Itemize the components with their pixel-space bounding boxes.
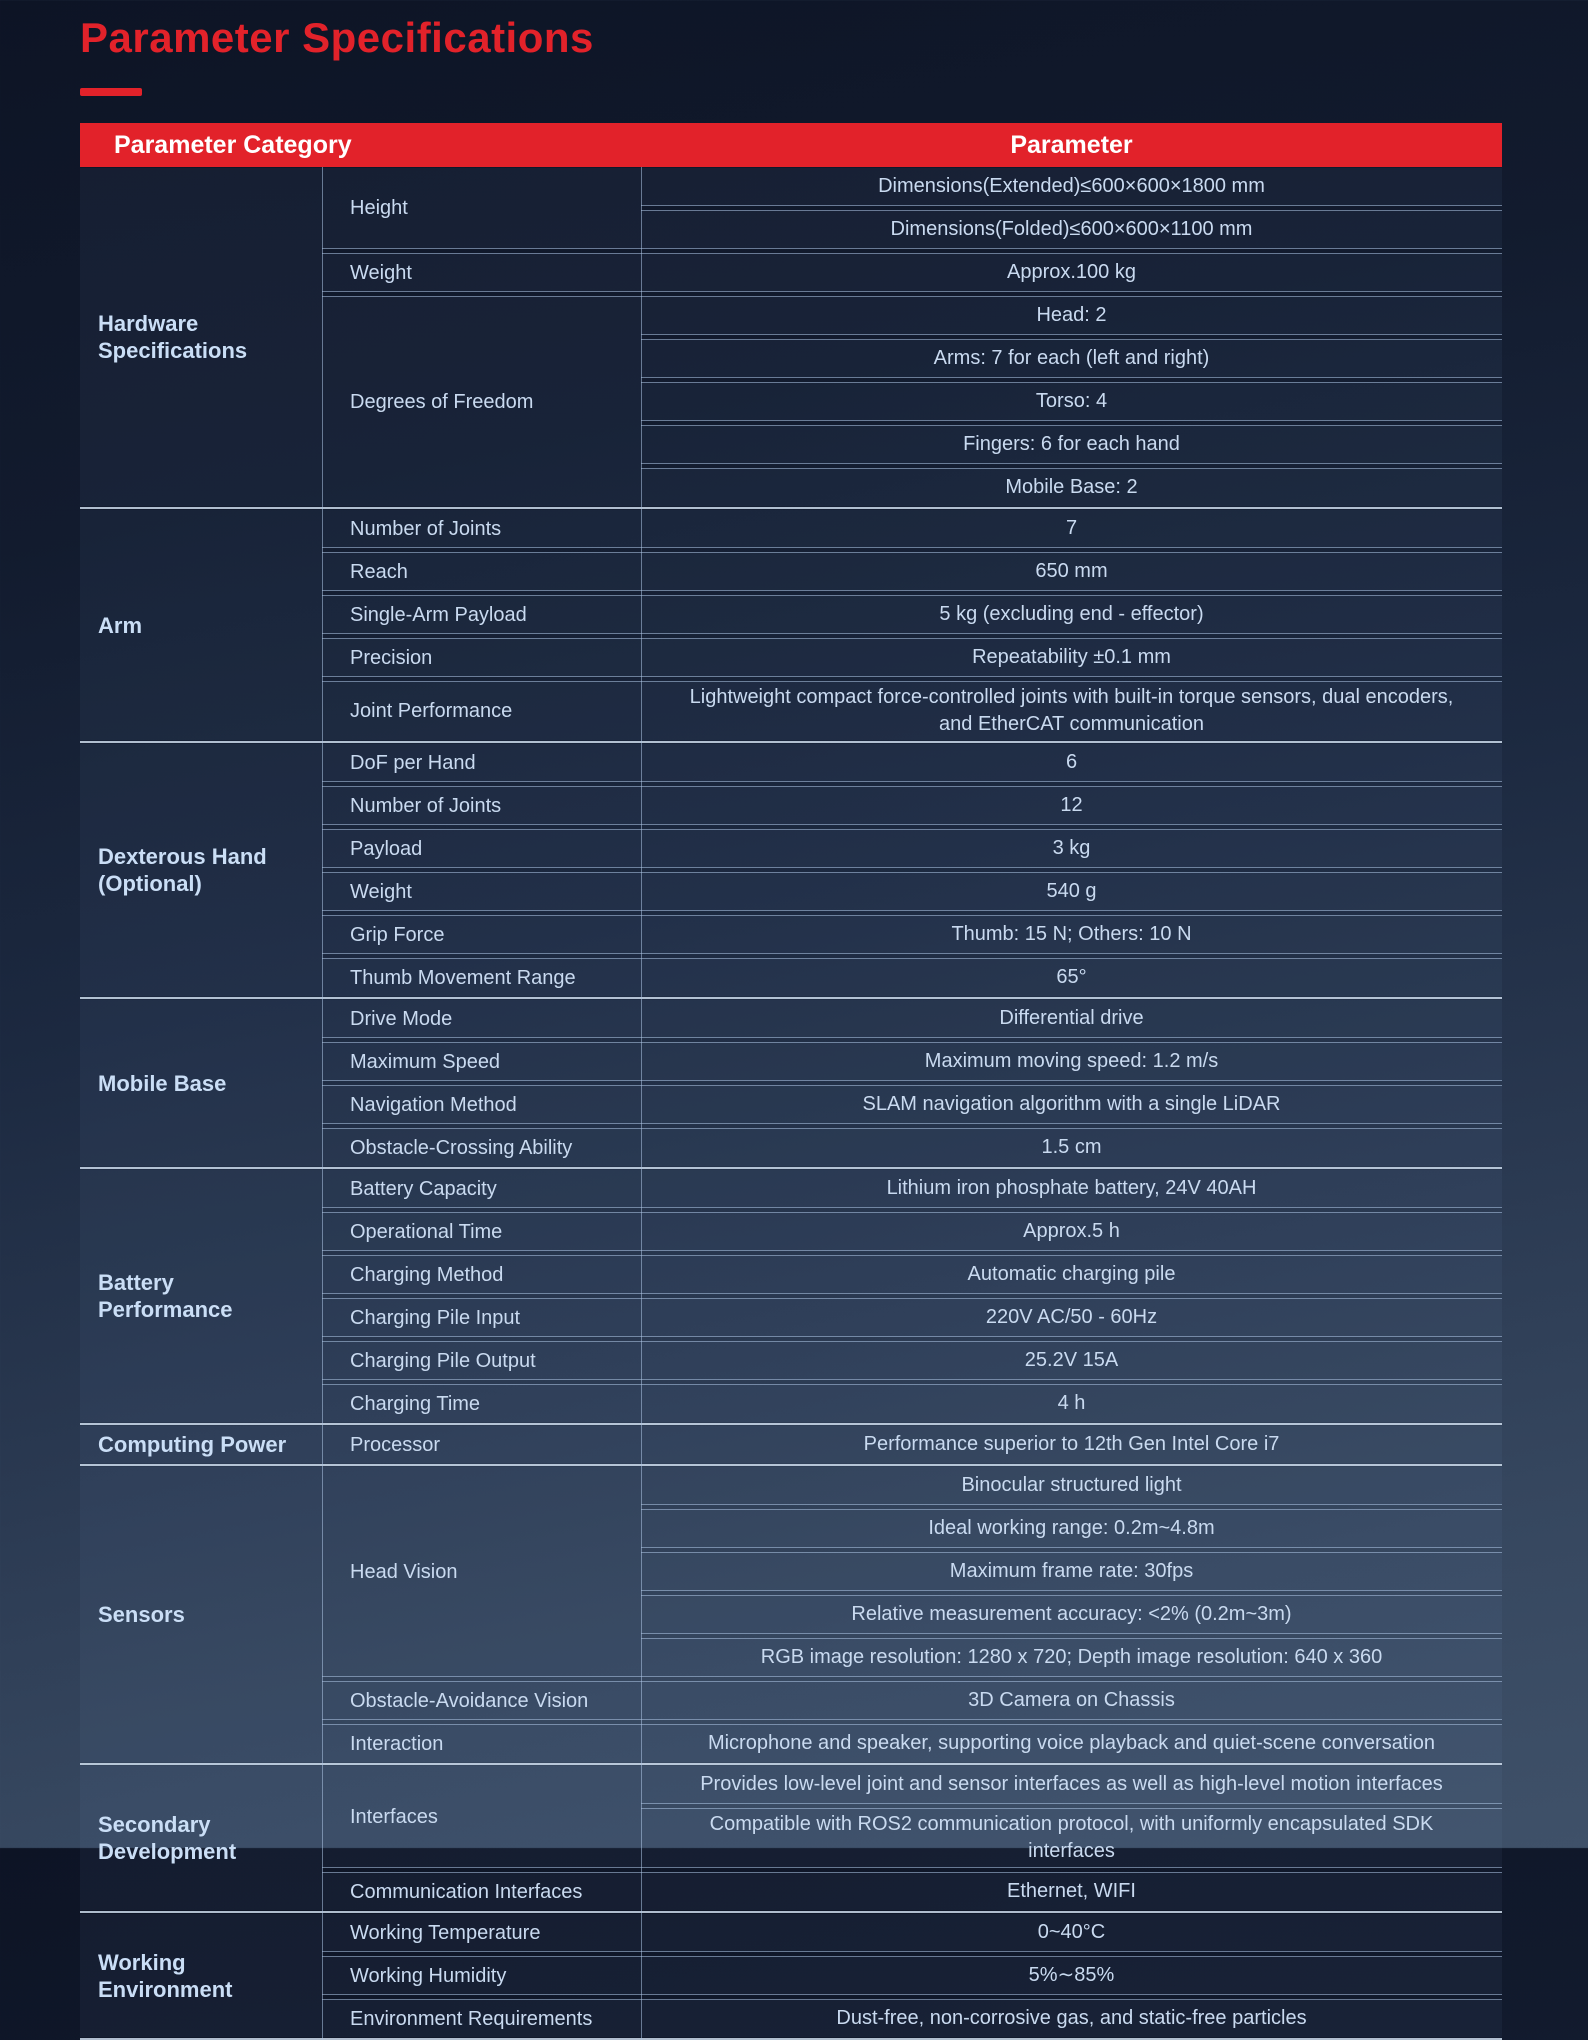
category-cell: Hardware Specifications bbox=[80, 168, 322, 506]
parameter-value-cell: Microphone and speaker, supporting voice playback and quiet-scene conversation bbox=[641, 1724, 1502, 1762]
parameter-label-cell: Degrees of Freedom bbox=[322, 296, 641, 506]
parameter-value-cell: Compatible with ROS2 communication protocol, with uniformly encapsulated SDK interfaces bbox=[641, 1808, 1502, 1868]
category-cell: Battery Performance bbox=[80, 1170, 322, 1422]
parameter-label-cell: DoF per Hand bbox=[322, 744, 641, 782]
parameter-value-cell: 3 kg bbox=[641, 829, 1502, 868]
parameter-label-cell: Charging Method bbox=[322, 1255, 641, 1294]
category-cell: Computing Power bbox=[80, 1426, 322, 1463]
parameter-label-cell: Interaction bbox=[322, 1724, 641, 1762]
parameter-label-cell: Weight bbox=[322, 253, 641, 292]
parameter-label-cell: Battery Capacity bbox=[322, 1170, 641, 1208]
category-cell: Sensors bbox=[80, 1467, 322, 1762]
page-title: Parameter Specifications bbox=[80, 14, 594, 61]
parameter-value-cell: Ethernet, WIFI bbox=[641, 1872, 1502, 1910]
column-divider bbox=[322, 167, 323, 2040]
table-section bbox=[80, 1913, 1502, 2040]
parameter-label-cell: Precision bbox=[322, 638, 641, 677]
parameter-value-cell: Torso: 4 bbox=[641, 382, 1502, 421]
parameter-value-cell: Maximum frame rate: 30fps bbox=[641, 1552, 1502, 1591]
parameter-label-cell: Working Humidity bbox=[322, 1956, 641, 1995]
parameter-value-cell: Repeatability ±0.1 mm bbox=[641, 638, 1502, 677]
parameter-value-cell: Approx.100 kg bbox=[641, 253, 1502, 292]
parameter-value-cell: Arms: 7 for each (left and right) bbox=[641, 339, 1502, 378]
parameter-value-cell: 4 h bbox=[641, 1384, 1502, 1422]
parameter-label-cell: Charging Pile Output bbox=[322, 1341, 641, 1380]
table-header bbox=[80, 123, 1502, 167]
parameter-label-cell: Working Temperature bbox=[322, 1914, 641, 1952]
column-header-category: Parameter Category bbox=[114, 130, 352, 159]
parameter-value-cell: 12 bbox=[641, 786, 1502, 825]
spec-table-body bbox=[80, 167, 1502, 2040]
category-cell: Arm bbox=[80, 510, 322, 740]
table-section bbox=[80, 1169, 1502, 1425]
column-divider bbox=[641, 167, 642, 2040]
parameter-value-cell: Ideal working range: 0.2m~4.8m bbox=[641, 1509, 1502, 1548]
parameter-value-cell: 65° bbox=[641, 958, 1502, 996]
category-cell: Mobile Base bbox=[80, 1000, 322, 1166]
parameter-value-cell: Approx.5 h bbox=[641, 1212, 1502, 1251]
parameter-value-cell: Maximum moving speed: 1.2 m/s bbox=[641, 1042, 1502, 1081]
parameter-value-cell: RGB image resolution: 1280 x 720; Depth image resolution: 640 x 360 bbox=[641, 1638, 1502, 1677]
parameter-value-cell: 540 g bbox=[641, 872, 1502, 911]
parameter-label-cell: Payload bbox=[322, 829, 641, 868]
parameter-value-cell: Lithium iron phosphate battery, 24V 40AH bbox=[641, 1170, 1502, 1208]
parameter-value-cell: Fingers: 6 for each hand bbox=[641, 425, 1502, 464]
parameter-label-cell: Charging Pile Input bbox=[322, 1298, 641, 1337]
parameter-value-cell: Relative measurement accuracy: <2% (0.2m~3m) bbox=[641, 1595, 1502, 1634]
parameter-value-cell: 220V AC/50 - 60Hz bbox=[641, 1298, 1502, 1337]
parameter-value-cell: Performance superior to 12th Gen Intel Core i7 bbox=[641, 1426, 1502, 1463]
parameter-label-cell: Obstacle-Crossing Ability bbox=[322, 1128, 641, 1166]
category-cell: Secondary Development bbox=[80, 1766, 322, 1910]
parameter-label-cell: Navigation Method bbox=[322, 1085, 641, 1124]
category-cell: Dexterous Hand (Optional) bbox=[80, 744, 322, 996]
table-section bbox=[80, 509, 1502, 743]
parameter-label-cell: Obstacle-Avoidance Vision bbox=[322, 1681, 641, 1720]
parameter-value-cell: 6 bbox=[641, 744, 1502, 782]
parameter-value-cell: 7 bbox=[641, 510, 1502, 548]
parameter-value-cell: Thumb: 15 N; Others: 10 N bbox=[641, 915, 1502, 954]
parameter-value-cell: 650 mm bbox=[641, 552, 1502, 591]
column-header-parameter: Parameter bbox=[1010, 130, 1133, 159]
parameter-label-cell: Weight bbox=[322, 872, 641, 911]
parameter-label-cell: Maximum Speed bbox=[322, 1042, 641, 1081]
table-section bbox=[80, 1425, 1502, 1466]
table-section bbox=[80, 743, 1502, 999]
parameter-value-cell: Automatic charging pile bbox=[641, 1255, 1502, 1294]
parameter-value-cell: 5 kg (excluding end - effector) bbox=[641, 595, 1502, 634]
parameter-value-cell: SLAM navigation algorithm with a single LiDAR bbox=[641, 1085, 1502, 1124]
parameter-label-cell: Single-Arm Payload bbox=[322, 595, 641, 634]
parameter-value-cell: Differential drive bbox=[641, 1000, 1502, 1038]
parameter-label-cell: Interfaces bbox=[322, 1766, 641, 1868]
parameter-value-cell: 1.5 cm bbox=[641, 1128, 1502, 1166]
parameter-label-cell: Grip Force bbox=[322, 915, 641, 954]
parameter-label-cell: Head Vision bbox=[322, 1467, 641, 1677]
parameter-label-cell: Number of Joints bbox=[322, 510, 641, 548]
parameter-value-cell: Dust-free, non-corrosive gas, and static-free particles bbox=[641, 1999, 1502, 2037]
parameter-value-cell: Mobile Base: 2 bbox=[641, 468, 1502, 506]
parameter-value-cell: 0~40°C bbox=[641, 1914, 1502, 1952]
parameter-value-cell: 3D Camera on Chassis bbox=[641, 1681, 1502, 1720]
parameter-label-cell: Thumb Movement Range bbox=[322, 958, 641, 996]
parameter-value-cell: Dimensions(Extended)≤600×600×1800 mm bbox=[641, 168, 1502, 206]
table-section bbox=[80, 1466, 1502, 1765]
parameter-label-cell: Joint Performance bbox=[322, 681, 641, 740]
spec-table bbox=[80, 123, 1502, 2040]
parameter-label-cell: Charging Time bbox=[322, 1384, 641, 1422]
parameter-value-cell: 25.2V 15A bbox=[641, 1341, 1502, 1380]
table-section bbox=[80, 1765, 1502, 1913]
parameter-label-cell: Operational Time bbox=[322, 1212, 641, 1251]
table-section bbox=[80, 167, 1502, 509]
parameter-label-cell: Environment Requirements bbox=[322, 1999, 641, 2037]
title-underline bbox=[80, 88, 142, 96]
parameter-value-cell: 5%∼85% bbox=[641, 1956, 1502, 1995]
parameter-label-cell: Communication Interfaces bbox=[322, 1872, 641, 1910]
parameter-value-cell: Binocular structured light bbox=[641, 1467, 1502, 1505]
table-section bbox=[80, 999, 1502, 1169]
parameter-value-cell: Provides low-level joint and sensor interfaces as well as high-level motion interfaces bbox=[641, 1766, 1502, 1804]
parameter-value-cell: Dimensions(Folded)≤600×600×1100 mm bbox=[641, 210, 1502, 249]
parameter-label-cell: Processor bbox=[322, 1426, 641, 1463]
parameter-label-cell: Reach bbox=[322, 552, 641, 591]
parameter-label-cell: Drive Mode bbox=[322, 1000, 641, 1038]
parameter-value-cell: Head: 2 bbox=[641, 296, 1502, 335]
parameter-label-cell: Height bbox=[322, 168, 641, 249]
category-cell: Working Environment bbox=[80, 1914, 322, 2037]
parameter-label-cell: Number of Joints bbox=[322, 786, 641, 825]
parameter-value-cell: Lightweight compact force-controlled joints with built-in torque sensors, dual encoders, and EtherCAT communication bbox=[641, 681, 1502, 740]
